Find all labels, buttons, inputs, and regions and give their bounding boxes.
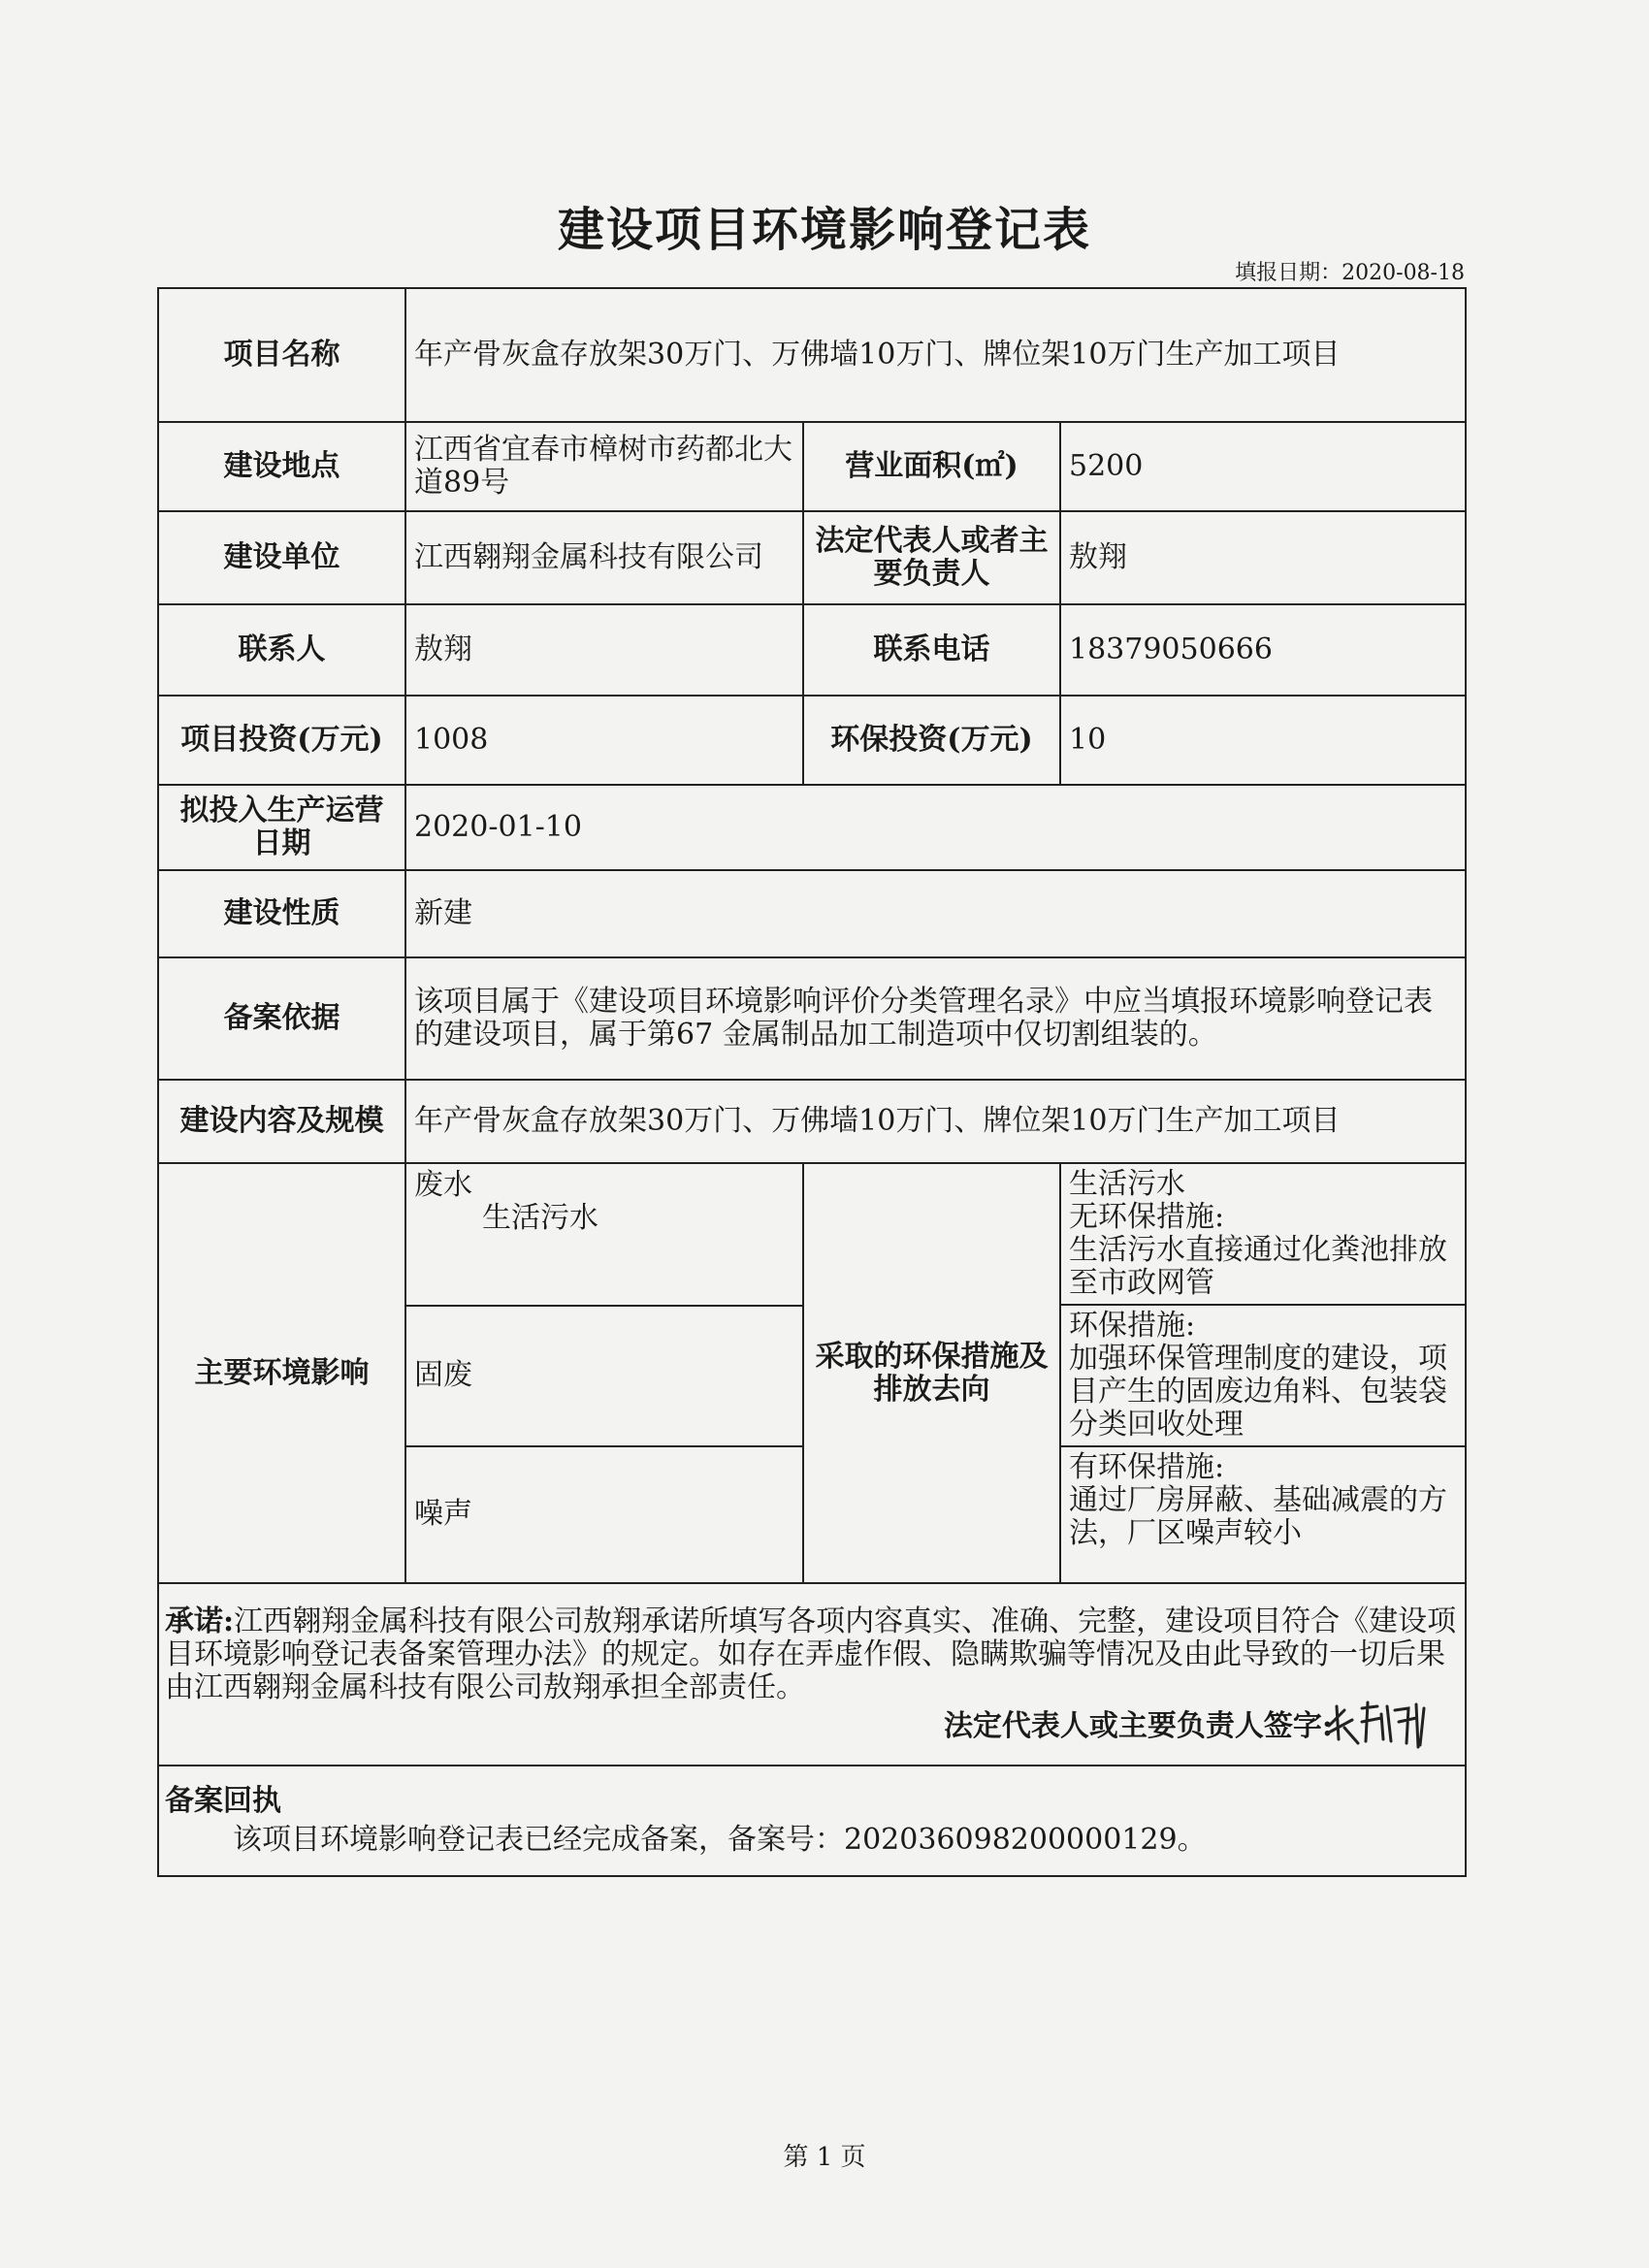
basis-value: 该项目属于《建设项目环境影响评价分类管理名录》中应当填报环境影响登记表的建设项目，属于第67 金属制品加工制造项中仅切割组装的。 — [405, 957, 1466, 1080]
env-investment-label: 环保投资(万元) — [803, 696, 1060, 785]
scale-value: 年产骨灰盒存放架30万门、万佛墙10万门、牌位架10万门生产加工项目 — [405, 1080, 1466, 1163]
impact-measure-row — [1061, 1164, 1465, 1305]
impact-measures-cell — [1060, 1163, 1466, 1583]
row-nature — [158, 870, 1466, 957]
project-name-value: 年产骨灰盒存放架30万门、万佛墙10万门、牌位架10万门生产加工项目 — [405, 288, 1466, 422]
impact-categories — [406, 1165, 802, 1582]
commitment-text: 江西翱翔金属科技有限公司敖翔承诺所填写各项内容真实、准确、完整，建设项目符合《建设项目环境影响登记表备案管理办法》的规定。如存在弄虚作假、隐瞒欺骗等情况及由此导致的一切后果由江西翱翔金属科技有限公司敖翔承担全部责任。 — [165, 1604, 1457, 1704]
measure-line: 通过厂房屏蔽、基础减震的方法，厂区噪声较小 — [1069, 1483, 1447, 1550]
measure-line: 加强环保管理制度的建设，项目产生的固废边角料、包装袋分类回收处理 — [1069, 1342, 1447, 1442]
investment-value: 1008 — [405, 696, 803, 785]
nature-value: 新建 — [405, 870, 1466, 957]
impact-measure-row — [1061, 1446, 1465, 1582]
investment-label: 项目投资(万元) — [158, 696, 405, 785]
legal-rep-label: 法定代表人或者主要负责人 — [803, 511, 1060, 604]
phone-value: 18379050666 — [1060, 604, 1466, 696]
row-unit — [158, 511, 1466, 604]
receipt-title: 备案回执 — [165, 1784, 281, 1818]
unit-value: 江西翱翔金属科技有限公司 — [405, 511, 803, 604]
unit-label: 建设单位 — [158, 511, 405, 604]
nature-label: 建设性质 — [158, 870, 405, 957]
impact-category-name: 噪声 — [414, 1497, 472, 1531]
row-scale — [158, 1080, 1466, 1163]
row-operation-date — [158, 785, 1466, 870]
receipt-text: 该项目环境影响登记表已经完成备案，备案号：202036098200000129。 — [233, 1823, 1207, 1857]
row-commitment — [158, 1583, 1466, 1766]
fill-date: 填报日期：2020-08-18 — [1235, 261, 1465, 285]
area-value: 5200 — [1060, 422, 1466, 511]
scale-label: 建设内容及规模 — [158, 1080, 405, 1163]
impact-category-row — [406, 1165, 802, 1306]
project-name-label: 项目名称 — [158, 288, 405, 422]
page-title: 建设项目环境影响登记表 — [557, 203, 1091, 257]
signature-label: 法定代表人或主要负责人签字: — [943, 1709, 1334, 1743]
impact-category-row — [406, 1306, 802, 1446]
impact-category-name: 固废 — [406, 1306, 802, 1446]
basis-label: 备案依据 — [158, 957, 405, 1080]
handwritten-signature — [1323, 1697, 1439, 1759]
impact-categories-cell — [405, 1163, 803, 1583]
contact-value: 敖翔 — [405, 604, 803, 696]
operation-date-value: 2020-01-10 — [405, 785, 1466, 870]
commitment-lead: 承诺: — [165, 1604, 235, 1638]
row-receipt — [158, 1766, 1466, 1876]
measure-line: 生活污水 — [1069, 1167, 1185, 1201]
legal-rep-value: 敖翔 — [1060, 511, 1466, 604]
impact-category-row — [406, 1446, 802, 1582]
measures-label: 采取的环保措施及排放去向 — [803, 1163, 1060, 1583]
row-project-name — [158, 288, 1466, 422]
env-investment-value: 10 — [1060, 696, 1466, 785]
location-label: 建设地点 — [158, 422, 405, 511]
operation-date-label: 拟投入生产运营日期 — [158, 785, 405, 870]
impact-measures — [1061, 1164, 1465, 1582]
measure-line: 生活污水直接通过化粪池排放至市政网管 — [1069, 1233, 1447, 1300]
area-label: 营业面积(㎡) — [803, 422, 1060, 511]
measure-line: 有环保措施: — [1069, 1450, 1225, 1484]
impact-label: 主要环境影响 — [158, 1163, 405, 1583]
impact-subcategory: 生活污水 — [482, 1200, 598, 1235]
row-contact — [158, 604, 1466, 696]
phone-label: 联系电话 — [803, 604, 1060, 696]
contact-label: 联系人 — [158, 604, 405, 696]
impact-category-name: 废水 — [414, 1167, 472, 1202]
registration-form-table — [157, 287, 1467, 1877]
row-impact — [158, 1163, 1466, 1583]
signature-line — [165, 1710, 1459, 1743]
row-basis — [158, 957, 1466, 1080]
row-investment — [158, 696, 1466, 785]
location-value: 江西省宜春市樟树市药都北大道89号 — [405, 422, 803, 511]
measure-line: 环保措施: — [1069, 1309, 1196, 1343]
receipt-cell — [158, 1766, 1466, 1876]
impact-measure-row — [1061, 1305, 1465, 1446]
measure-line: 无环保措施: — [1069, 1200, 1225, 1234]
page-number: 第 1 页 — [783, 2143, 866, 2172]
row-location — [158, 422, 1466, 511]
commitment-cell — [158, 1583, 1466, 1766]
